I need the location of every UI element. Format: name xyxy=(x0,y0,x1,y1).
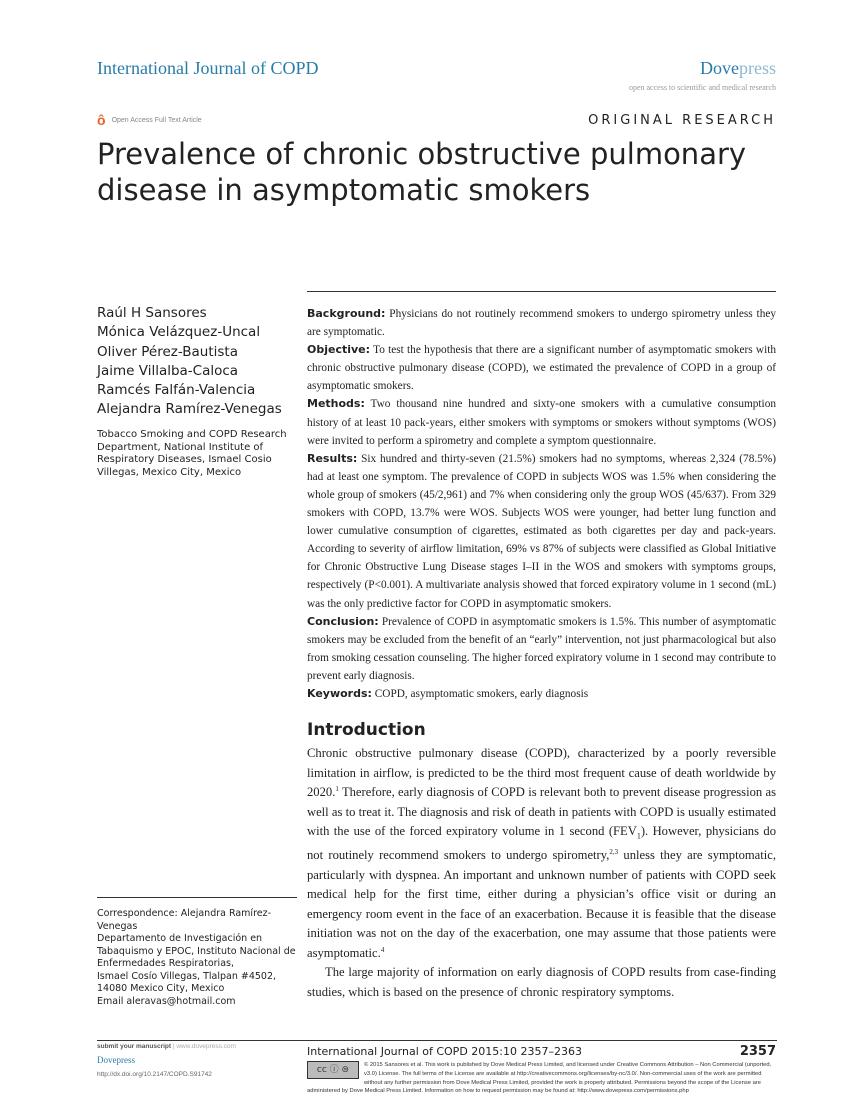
author: Ramcés Falfán-Valencia xyxy=(97,382,256,399)
abstract-objective xyxy=(307,341,776,395)
publisher-logo[interactable] xyxy=(700,58,776,79)
section-text: Physicians do not routinely recommend smokers to undergo spirometry unless they are symptomatic. xyxy=(307,308,776,339)
section-label: Keywords: xyxy=(307,686,372,700)
section-text: Six hundred and thirty-seven (21.5%) smokers had no symptoms, whereas 2,324 (78.5%) had at least one symptom. The prevalence of COPD in subjects WOS was 1.5% when considering the whole group of smokers (45/2,961) and 7% when considering only the group WOS (45/637). From 329 smokers with COPD, 13.7% were WOS. Subjects WOS were younger, had better lung function and lower cumulative consumption of cigarettes, estimated as both cigarettes per day and pack-years. According to severity of airflow limitation, 69% vs 87% of subjects were classified as Global Initiative for Chronic Obstructive Lung Disease stages I–II in the WOS and smokers with symptoms groups, respectively (P<0.001). A multivariate analysis showed that forced expiratory volume in 1 second (mL) was the only predictive factor for COPD in asymptomatic smokers. xyxy=(307,452,776,610)
page-footer xyxy=(307,1032,776,1096)
correspondence-email[interactable]: Email aleravas@hotmail.com xyxy=(97,995,236,1007)
section-label: Methods: xyxy=(307,397,365,411)
citation-row xyxy=(307,1044,776,1059)
article-type: ORIGINAL RESEARCH xyxy=(588,113,776,128)
license-block xyxy=(307,1061,776,1096)
correspondence-line: Departamento de Investigación en Tabaquismo y EPOC, Instituto Nacional de Enfermedades Respiratorias, xyxy=(97,933,296,969)
reference-link[interactable]: 1 xyxy=(335,784,339,793)
correspondence xyxy=(97,897,297,1008)
author-list xyxy=(97,304,282,420)
submit-manuscript[interactable] xyxy=(97,1043,236,1050)
section-label: Results: xyxy=(307,451,358,465)
submit-url[interactable]: | www.dovepress.com xyxy=(172,1043,236,1050)
submit-label: submit your manuscript xyxy=(97,1043,172,1050)
text: ). However, physicians do not routinely recommend smokers to undergo spirometry, xyxy=(307,824,776,863)
open-access-label xyxy=(97,112,202,128)
text: Therefore, early diagnosis of COPD is relevant both to prevent disease progression as well as to treat it. The diagnosis and risk of death in patients with COPD is usually estimated with the use of the forced expiratory volume in 1 second (FEV xyxy=(307,785,776,839)
publisher-logo-b: press xyxy=(739,58,776,78)
text: Chronic obstructive pulmonary disease (COPD), characterized by a poorly reversible limitation in airflow, is predicted to be the third most frequent cause of death worldwide by 2020. xyxy=(307,746,776,800)
author: Mónica Velázquez-Uncal xyxy=(97,324,261,341)
introduction-body xyxy=(307,744,776,1002)
affiliation: Tobacco Smoking and COPD Research Department, National Institute of Respiratory Diseases, Ismael Cosio Villegas, Mexico City, Mexico xyxy=(97,429,287,478)
abstract-methods xyxy=(307,395,776,449)
footer-publisher-logo[interactable]: Dovepress xyxy=(97,1055,135,1065)
paragraph: The large majority of information on early diagnosis of COPD results from case-finding studies, which is based on the presence of chronic respiratory symptoms. xyxy=(307,965,776,999)
section-heading-introduction: Introduction xyxy=(307,720,426,741)
reference-link[interactable]: 4 xyxy=(380,945,385,954)
journal-name[interactable]: International Journal of COPD xyxy=(97,58,319,78)
open-access-text: Open Access Full Text Article xyxy=(111,116,202,124)
publisher-logo-a: Dove xyxy=(700,58,739,78)
correspondence-line: Ismael Cosío Villegas, Tlalpan #4502, 14080 Mexico City, Mexico xyxy=(97,970,277,994)
article-title: Prevalence of chronic obstructive pulmonary disease in asymptomatic smokers xyxy=(97,137,747,207)
open-lock-icon: ô xyxy=(97,112,106,128)
reference-link[interactable]: 2,3 xyxy=(609,847,619,856)
page-number: 2357 xyxy=(739,1044,776,1060)
license-text: © 2015 Sansores et al. This work is published by Dove Medical Press Limited, and licensed under Creative Commons Attribution – Non Commercial (unported, v3.0) License. The full terms of the License are available at http://creativecommons.org/licenses/by-nc/3.0/. Non-commercial uses of the work are permitted without any further permission from Dove Medical Press Limited, provided the work is properly attributed. Permissions beyond the scope of the License are administered by Dove Medical Press Limited. Information on how to request permission may be found at: http://www.dovepress.com/permissions.php xyxy=(307,1062,772,1095)
abstract-keywords xyxy=(307,685,776,703)
author: Raúl H Sansores xyxy=(97,305,207,321)
author: Alejandra Ramírez-Venegas xyxy=(97,401,282,418)
publisher-tagline: open access to scientific and medical research xyxy=(628,83,776,92)
text: unless they are symptomatic, particularly with dyspnea. An important and unknown number of patients with COPD seek medical help for the first time, either during a physician’s office visit or during an emergency room event in the face of an exacerbation. Because it is feasible that the disease initiation was not on the day of the exacerbation, one may assume that those patients were asymptomatic. xyxy=(307,848,777,960)
subscript: 1 xyxy=(636,831,641,841)
right-column xyxy=(307,291,776,1096)
citation: International Journal of COPD 2015:10 2357–2363 xyxy=(307,1045,582,1059)
paragraph xyxy=(307,744,776,963)
footer-divider xyxy=(97,1040,777,1041)
section-text: Prevalence of COPD in asymptomatic smokers is 1.5%. This number of asymptomatic smokers may be excluded from the benefit of an “early” intervention, not just pharmacological but also from smoking cessation counseling. The higher forced expiratory volume in 1 second may contribute to prevent early diagnosis. xyxy=(307,615,776,682)
abstract-conclusion xyxy=(307,613,776,685)
author: Oliver Pérez-Bautista xyxy=(97,343,238,360)
author: Jaime Villalba-Caloca xyxy=(97,362,239,379)
abstract xyxy=(307,291,776,703)
section-label: Objective: xyxy=(307,343,371,357)
abstract-background xyxy=(307,305,776,341)
abstract-results xyxy=(307,450,776,613)
correspondence-line: Correspondence: Alejandra Ramírez-Venegas xyxy=(97,908,272,932)
section-text: COPD, asymptomatic smokers, early diagnosis xyxy=(371,687,589,700)
section-label: Conclusion: xyxy=(307,614,379,628)
section-text: To test the hypothesis that there are a significant number of asymptomatic smokers with chronic obstructive pulmonary disease (COPD), we estimated the prevalence of COPD in a group of asymptomatic smokers. xyxy=(307,344,776,393)
section-label: Background: xyxy=(307,307,386,320)
section-text: Two thousand nine hundred and sixty-one smokers with a cumulative consumption history of at least 10 pack-years, either smokers with symptoms or smokers without symptoms (WOS) were invited to perform a spirometry and complete a symptom questionnaire. xyxy=(307,398,776,447)
creative-commons-icon[interactable]: cc ⓘ ⊜ xyxy=(307,1061,359,1079)
doi-link[interactable]: http://dx.doi.org/10.2147/COPD.S91742 xyxy=(97,1071,212,1078)
